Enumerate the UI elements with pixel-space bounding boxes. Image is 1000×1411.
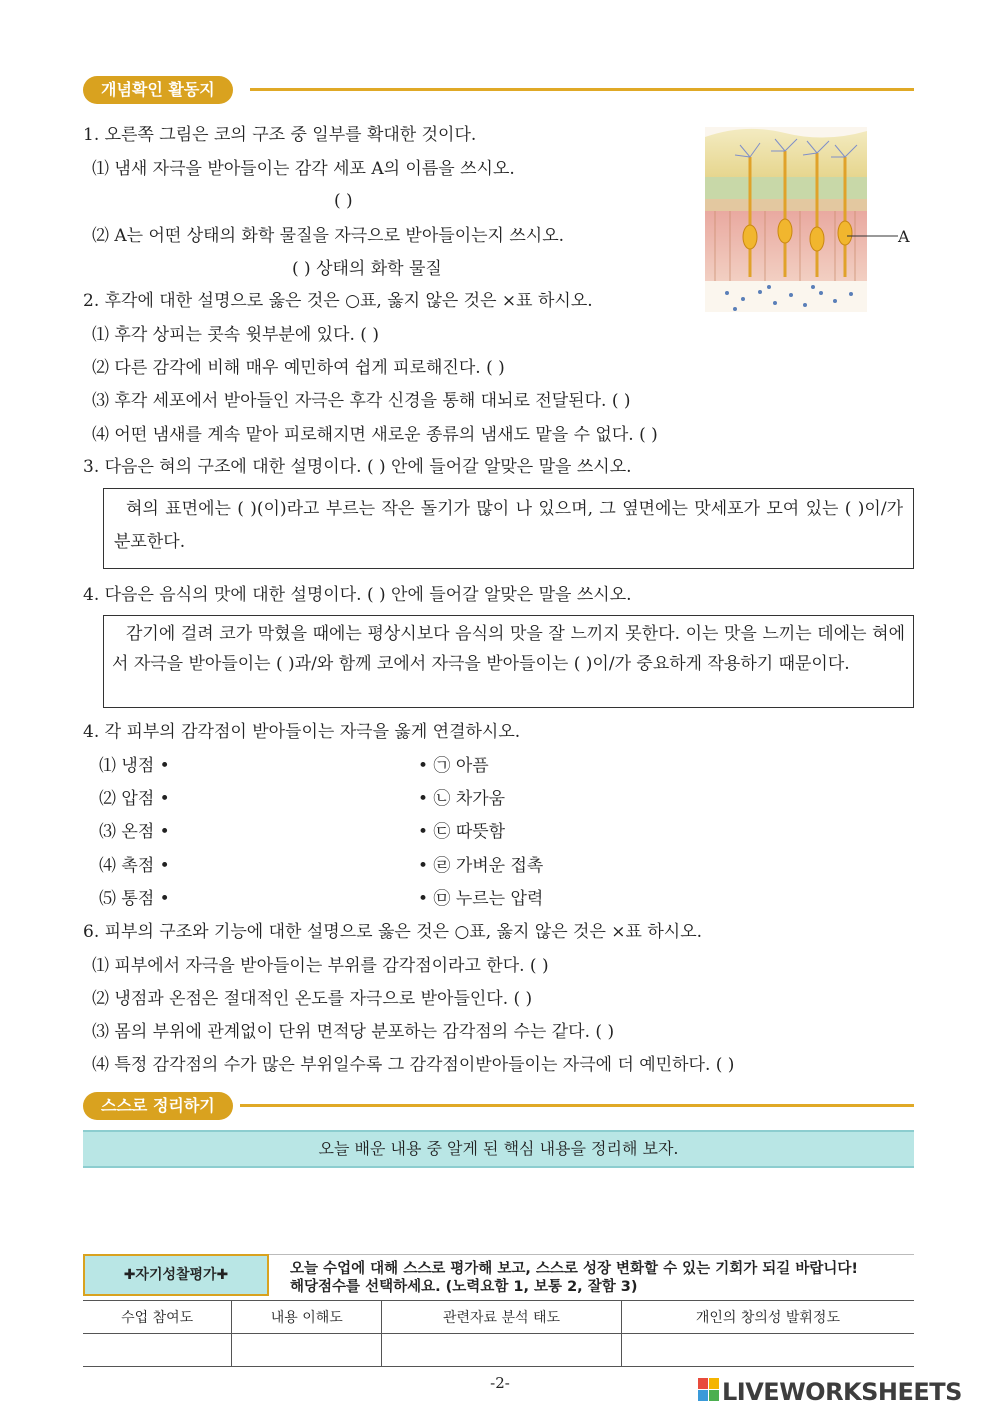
q1-sub2: ⑵ A는 어떤 상태의 화학 물질을 자극으로 받아들이는지 쓰시오.: [92, 226, 565, 246]
q2-item[interactable]: ⑶ 후각 세포에서 받아들인 자극은 후각 신경을 통해 대뇌로 전달된다. ( ): [92, 391, 631, 411]
self-eval-col-header: 개인의 창의성 발휘정도: [621, 1301, 914, 1334]
q5-right-item[interactable]: • ㉤ 누르는 압력: [418, 889, 544, 909]
section-tag-summary: 스스로 정리하기: [83, 1092, 233, 1120]
self-eval-header-row: [83, 1301, 914, 1334]
q4-box: [103, 615, 914, 708]
q1-sub2-blank[interactable]: ( ) 상태의 화학 물질: [292, 259, 442, 279]
q6-item[interactable]: ⑶ 몸의 부위에 관계없이 단위 면적당 분포하는 감각점의 수는 같다. ( ): [92, 1022, 615, 1042]
q5-left-item[interactable]: ⑴ 냉점 •: [99, 756, 170, 776]
self-eval-col-header: 내용 이해도: [232, 1301, 382, 1334]
section-rule: [240, 1104, 914, 1107]
self-eval-table: [83, 1300, 914, 1367]
q5-right-item[interactable]: • ㉢ 따뜻함: [418, 822, 506, 842]
q3-box-text[interactable]: 혀의 표면에는 ( )(이)라고 부르는 작은 돌기가 많이 나 있으며, 그 옆면에는 맛세포가 모여 있는 ( )이/가 분포한다.: [114, 499, 903, 552]
q3-title: 3. 다음은 혀의 구조에 대한 설명이다. ( ) 안에 들어갈 알맞은 말을 쓰시오.: [83, 457, 632, 477]
q6-item[interactable]: ⑴ 피부에서 자극을 받아들이는 부위를 감각점이라고 한다. ( ): [92, 956, 549, 976]
self-eval-value-cell[interactable]: [382, 1334, 622, 1367]
q2-title: 2. 후각에 대한 설명으로 옳은 것은 ○표, 옳지 않은 것은 ×표 하시오.: [83, 291, 593, 311]
self-eval-col-header: 수업 참여도: [83, 1301, 232, 1334]
brand-wordmark: LIVEWORKSHEETS: [722, 1378, 962, 1406]
q5-right-item[interactable]: • ㉣ 가벼운 접촉: [418, 856, 544, 876]
q1-sub1-blank[interactable]: ( ): [334, 191, 353, 211]
q1-sub1: ⑴ 냄새 자극을 받아들이는 감각 세포 A의 이름을 쓰시오.: [92, 159, 515, 179]
q5-left-item[interactable]: ⑸ 통점 •: [99, 889, 170, 909]
olfactory-epithelium-figure: [705, 127, 917, 312]
figure-label-a: A: [898, 227, 910, 246]
self-eval-value-cell[interactable]: [232, 1334, 382, 1367]
section-rule: [250, 88, 914, 91]
q5-right-item[interactable]: • ㉡ 차가움: [418, 789, 506, 809]
q5-left-item[interactable]: ⑵ 압점 •: [99, 789, 170, 809]
q4-title: 4. 다음은 음식의 맛에 대한 설명이다. ( ) 안에 들어갈 알맞은 말을 쓰시오.: [83, 585, 632, 605]
self-eval-value-cell[interactable]: [621, 1334, 914, 1367]
q5-left-item[interactable]: ⑶ 온점 •: [99, 822, 170, 842]
q2-item[interactable]: ⑴ 후각 상피는 콧속 윗부분에 있다. ( ): [92, 325, 379, 345]
self-eval-line1: 오늘 수업에 대해 스스로 평가해 보고, 스스로 성장 변화할 수 있는 기회가 되길 바랍니다!: [290, 1261, 858, 1277]
q5-title: 4. 각 피부의 감각점이 받아들이는 자극을 옳게 연결하시오.: [83, 722, 521, 742]
section-tag-concept: 개념확인 활동지: [83, 76, 233, 104]
self-eval-label: ✚자기성찰평가✚: [83, 1254, 269, 1296]
self-eval-col-header: 관련자료 분석 태도: [382, 1301, 622, 1334]
q6-item[interactable]: ⑵ 냉점과 온점은 절대적인 온도를 자극으로 받아들인다. ( ): [92, 989, 533, 1009]
q5-left-item[interactable]: ⑷ 촉점 •: [99, 856, 170, 876]
q3-box: [103, 488, 914, 569]
page-number: -2-: [490, 1374, 510, 1392]
q2-item[interactable]: ⑵ 다른 감각에 비해 매우 예민하여 쉽게 피로해진다. ( ): [92, 358, 505, 378]
q4-box-text[interactable]: 감기에 걸려 코가 막혔을 때에는 평상시보다 음식의 맛을 잘 느끼지 못한다. 이는 맛을 느끼는 데에는 혀에서 자극을 받아들이는 ( )과/와 함께 코에서 자극을 받아들이는 ( )이/가 중요하게 작용하기 때문이다.: [112, 624, 905, 674]
q6-title: 6. 피부의 구조와 기능에 대한 설명으로 옳은 것은 ○표, 옳지 않은 것은 ×표 하시오.: [83, 922, 703, 942]
self-eval-instructions: [290, 1260, 914, 1296]
q1-title: 1. 오른쪽 그림은 코의 구조 중 일부를 확대한 것이다.: [83, 125, 477, 145]
liveworksheets-logo-icon: [698, 1378, 720, 1402]
q2-item[interactable]: ⑷ 어떤 냄새를 계속 맡아 피로해지면 새로운 종류의 냄새도 맡을 수 없다. ( ): [92, 425, 658, 445]
self-eval-line2: 해당점수를 선택하세요. (노력요함 1, 보통 2, 잘함 3): [290, 1279, 638, 1295]
q5-right-item[interactable]: • ㉠ 아픔: [418, 756, 489, 776]
self-eval-value-cell[interactable]: [83, 1334, 232, 1367]
self-eval-value-row: [83, 1334, 914, 1367]
summary-bar: 오늘 배운 내용 중 알게 된 핵심 내용을 정리해 보자.: [83, 1130, 914, 1168]
q6-item[interactable]: ⑷ 특정 감각점의 수가 많은 부위일수록 그 감각점이받아들이는 자극에 더 예민하다. ( ): [92, 1055, 735, 1075]
